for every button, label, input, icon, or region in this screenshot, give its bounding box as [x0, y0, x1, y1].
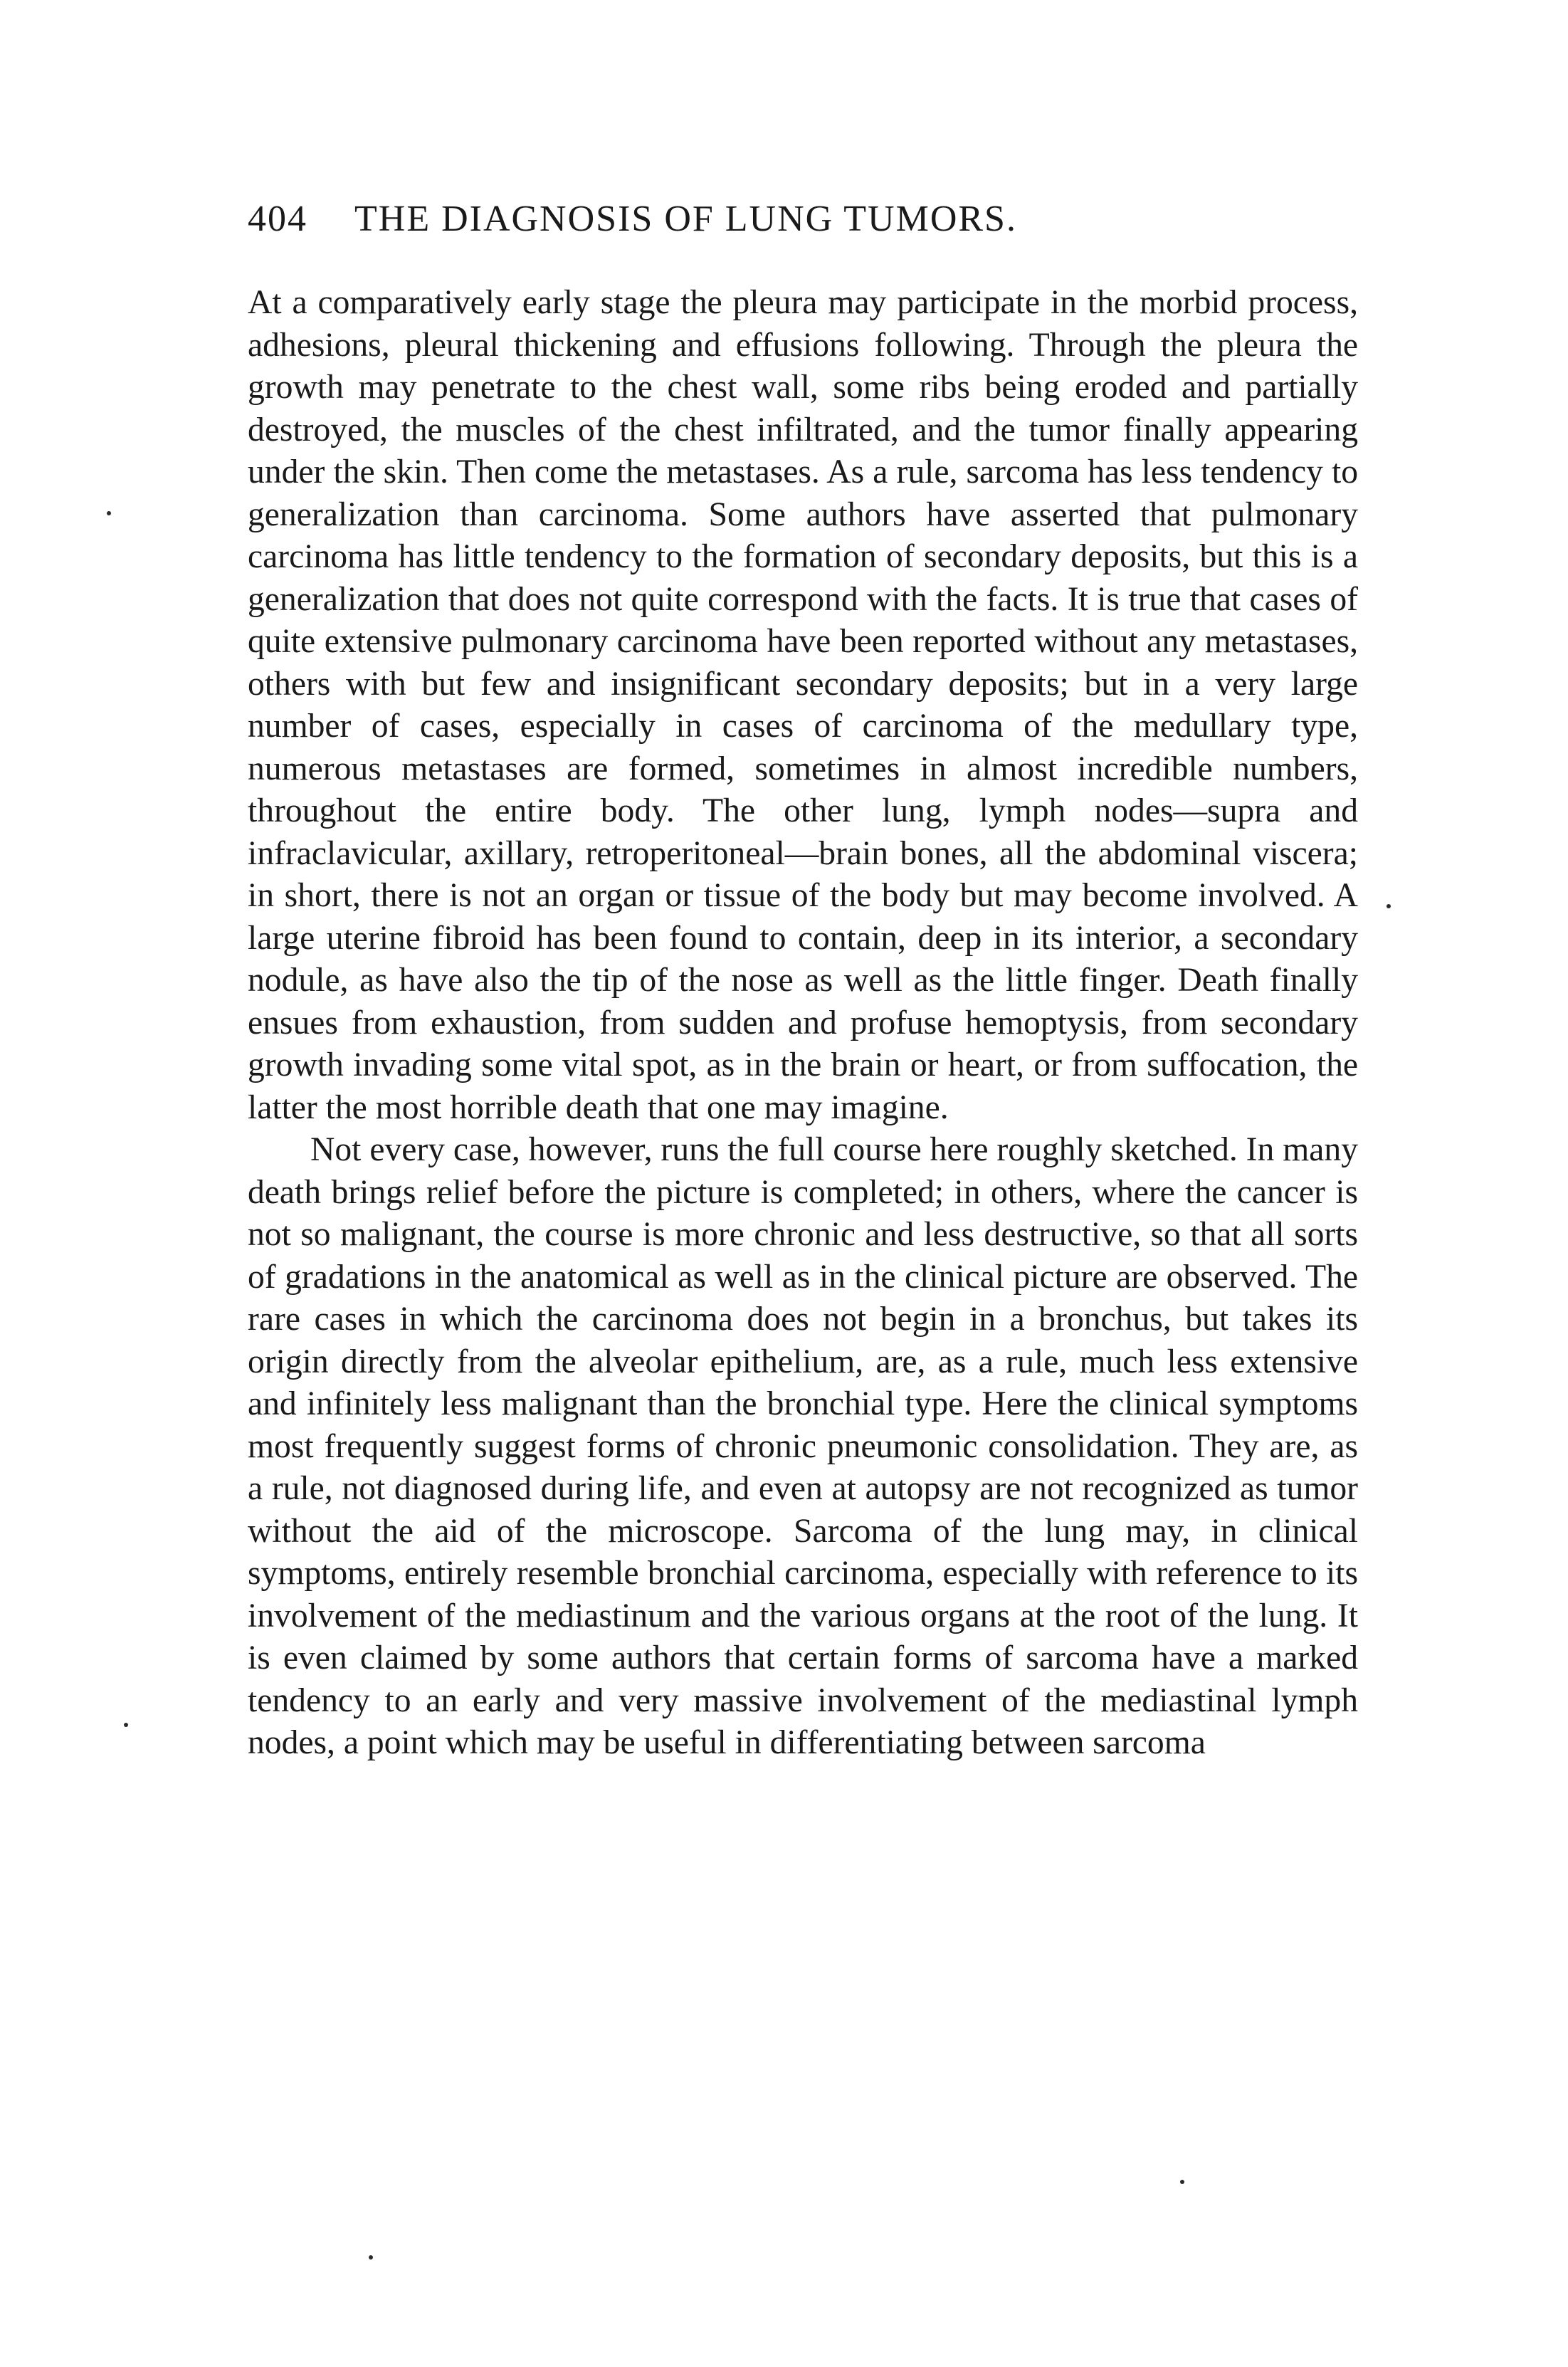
scan-speck	[1387, 904, 1391, 908]
page-header	[248, 198, 1358, 255]
running-title: THE DIAGNOSIS OF LUNG TUMORS.	[354, 199, 1017, 239]
scan-speck	[369, 2255, 373, 2260]
paragraph-1: At a comparatively early stage the pleura may participate in the morbid process, adhesions, pleural thickening and effusions following. Through the pleura the growth may penetrate to the chest wall, some ribs being eroded and partially destroyed, the muscles of the chest infiltrated, and the tumor finally appearing under the skin. Then come the metastases. As a rule, sarcoma has less tendency to generalization than carcinoma. Some authors have asserted that pulmonary carcinoma has little tendency to the formation of secondary deposits, but this is a generalization that does not quite correspond with the facts. It is true that cases of quite extensive pulmonary carcinoma have been reported without any metastases, others with but few and insignificant secondary deposits; but in a very large number of cases, especially in cases of carcinoma of the medullary type, numerous metastases are formed, sometimes in almost incredible numbers, throughout the entire body. The other lung, lymph nodes—supra and infraclavicular, axillary, retroperitoneal—brain bones, all the abdominal viscera; in short, there is not an organ or tissue of the body but may become involved. A large uterine fibroid has been found to contain, deep in its interior, a secondary nodule, as have also the tip of the nose as well as the little finger. Death finally ensues from exhaustion, from sudden and profuse hemoptysis, from secondary growth invading some vital spot, as in the brain or heart, or from suffocation, the latter the most horrible death that one may imagine.	[248, 284, 1358, 1126]
scan-speck	[1180, 2180, 1184, 2184]
page-number: 404	[248, 199, 307, 239]
scan-speck	[107, 511, 111, 515]
paragraph-2: Not every case, however, runs the full course here roughly sketched. In many death brings relief before the picture is completed; in others, where the cancer is not so malignant, the course is more chronic and less destructive, so that all sorts of gradations in the anatomical as well as in the clinical picture are observed. The rare cases in which the carcinoma does not begin in a bronchus, but takes its origin directly from the alveolar epithelium, are, as a rule, much less extensive and infinitely less malignant than the bronchial type. Here the clinical symptoms most frequently suggest forms of chronic pneumonic consolidation. They are, as a rule, not diagnosed during life, and even at autopsy are not recognized as tumor without the aid of the microscope. Sarcoma of the lung may, in clinical symptoms, entirely resemble bronchial carcinoma, especially with reference to its involvement of the mediastinum and the various organs at the root of the lung. It is even claimed by some authors that certain forms of sarcoma have a marked tendency to an early and very massive involvement of the mediastinal lymph nodes, a point which may be useful in differentiating between sarcoma	[248, 1131, 1358, 1761]
scan-speck	[124, 1723, 128, 1727]
body-text	[248, 282, 1358, 1765]
